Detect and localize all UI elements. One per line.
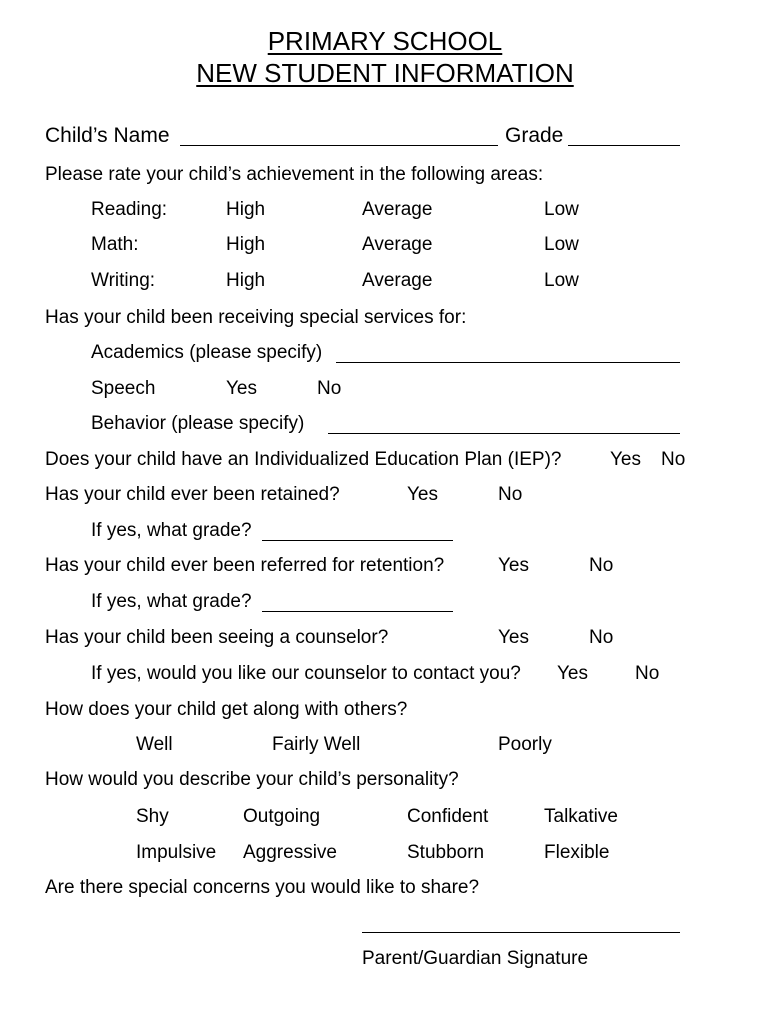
referred-question: Has your child ever been referred for retention? (45, 555, 445, 576)
social-poorly-option[interactable]: Poorly (498, 734, 552, 755)
social-well-option[interactable]: Well (136, 734, 173, 755)
personality-stubborn-option[interactable]: Stubborn (407, 842, 485, 863)
referred-grade-field[interactable] (262, 611, 453, 612)
counselor-yes-option[interactable]: Yes (498, 627, 529, 648)
writing-high-option[interactable]: High (226, 270, 266, 291)
reading-label: Reading: (91, 199, 168, 220)
retained-grade-field[interactable] (262, 540, 453, 541)
writing-low-option[interactable]: Low (544, 270, 579, 291)
services-prompt: Has your child been receiving special services for: (45, 307, 467, 328)
achievement-prompt: Please rate your child’s achievement in the following areas: (45, 164, 544, 185)
referred-yes-option[interactable]: Yes (498, 555, 529, 576)
writing-label: Writing: (91, 270, 156, 291)
math-average-option[interactable]: Average (362, 234, 433, 255)
reading-average-option[interactable]: Average (362, 199, 433, 220)
iep-no-option[interactable]: No (661, 449, 686, 470)
speech-label: Speech (91, 378, 156, 399)
iep-question: Does your child have an Individualized Education Plan (IEP)? (45, 449, 562, 470)
behavior-field[interactable] (328, 433, 680, 434)
math-low-option[interactable]: Low (544, 234, 579, 255)
personality-question: How would you describe your child’s personality? (45, 769, 459, 790)
grade-field[interactable] (568, 145, 680, 146)
referred-grade-label: If yes, what grade? (91, 591, 252, 612)
child-name-field[interactable] (180, 145, 498, 146)
referred-no-option[interactable]: No (589, 555, 614, 576)
counselor-question: Has your child been seeing a counselor? (45, 627, 389, 648)
form-title-line1: PRIMARY SCHOOL (267, 26, 503, 56)
academics-field[interactable] (336, 362, 680, 363)
counselor-contact-yes-option[interactable]: Yes (557, 663, 588, 684)
concerns-question: Are there special concerns you would like to share? (45, 877, 480, 898)
personality-impulsive-option[interactable]: Impulsive (136, 842, 217, 863)
signature-field[interactable] (362, 932, 680, 933)
counselor-no-option[interactable]: No (589, 627, 614, 648)
signature-label: Parent/Guardian Signature (362, 948, 589, 969)
personality-shy-option[interactable]: Shy (136, 806, 169, 827)
child-name-label: Child’s Name (45, 124, 170, 147)
personality-talkative-option[interactable]: Talkative (544, 806, 618, 827)
reading-low-option[interactable]: Low (544, 199, 579, 220)
retained-yes-option[interactable]: Yes (407, 484, 438, 505)
reading-high-option[interactable]: High (226, 199, 266, 220)
math-high-option[interactable]: High (226, 234, 266, 255)
form-title-line2: NEW STUDENT INFORMATION (196, 58, 574, 88)
counselor-contact-question: If yes, would you like our counselor to contact you? (91, 663, 521, 684)
speech-no-option[interactable]: No (317, 378, 342, 399)
personality-aggressive-option[interactable]: Aggressive (243, 842, 337, 863)
personality-outgoing-option[interactable]: Outgoing (243, 806, 321, 827)
writing-average-option[interactable]: Average (362, 270, 433, 291)
personality-confident-option[interactable]: Confident (407, 806, 489, 827)
personality-flexible-option[interactable]: Flexible (544, 842, 610, 863)
iep-yes-option[interactable]: Yes (610, 449, 641, 470)
counselor-contact-no-option[interactable]: No (635, 663, 660, 684)
grade-label: Grade (505, 124, 564, 147)
retained-question: Has your child ever been retained? (45, 484, 340, 505)
social-question: How does your child get along with others? (45, 699, 408, 720)
behavior-label: Behavior (please specify) (91, 413, 305, 434)
retained-grade-label: If yes, what grade? (91, 520, 252, 541)
retained-no-option[interactable]: No (498, 484, 523, 505)
speech-yes-option[interactable]: Yes (226, 378, 257, 399)
social-fairly-well-option[interactable]: Fairly Well (272, 734, 361, 755)
academics-label: Academics (please specify) (91, 342, 323, 363)
math-label: Math: (91, 234, 139, 255)
